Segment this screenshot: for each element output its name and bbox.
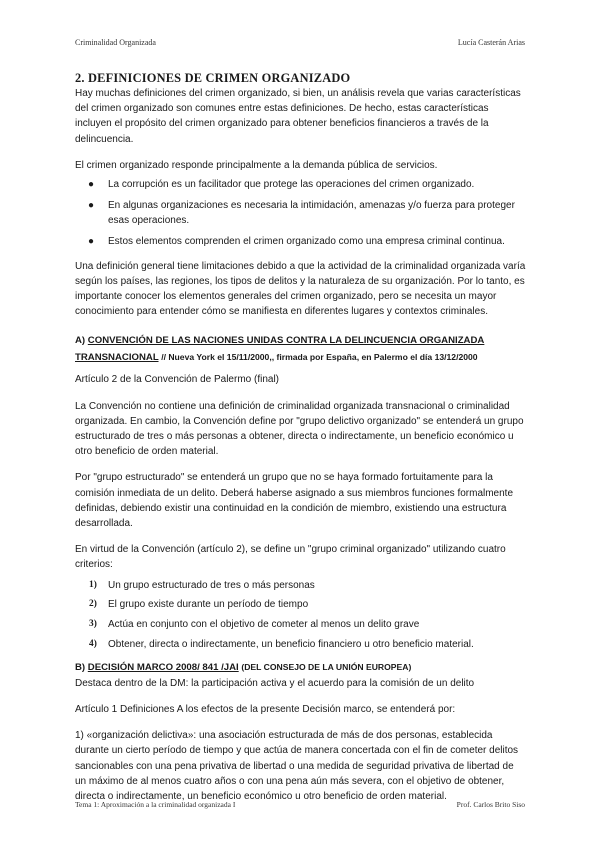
header-left: Criminalidad Organizada bbox=[75, 38, 156, 47]
footer-right: Prof. Carlos Brito Siso bbox=[456, 800, 525, 809]
part-a-article: Artículo 2 de la Convención de Palermo (final) bbox=[75, 374, 279, 386]
part-a-suffix: // Nueva York el 15/11/2000,, firmada por España, en Palermo el día 13/12/2000 bbox=[161, 352, 478, 363]
page-header bbox=[75, 38, 525, 47]
part-b-definition: 1) «organización delictiva»: una asociación estructurada de más de dos personas, establecida durante un cierto período de tiempo y que actúa de manera concertada con el fin de cometer delitos sancionables con una pena privativa de libertad o una medida de seguridad privativa de libertad de un máximo de al menos cuatro años o con una pena aún más severa, con el objetivo de obtener, directa o indirectamente, un beneficio económico u otro beneficio de orden material. bbox=[75, 730, 519, 803]
part-b-suffix: (DEL CONSEJO DE LA UNIÓN EUROPEA) bbox=[241, 661, 412, 672]
part-a-paragraph-3: En virtud de la Convención (artículo 2), se define un "grupo criminal organizado" utilizando cuatro criterios: bbox=[75, 544, 506, 571]
part-a-heading: A) CONVENCIÓN DE LAS NACIONES UNIDAS CONTRA LA DELINCUENCIA ORGANIZADA TRANSNACIONAL // Nueva York el 15/11/2000,, firmada por España, en Palermo el día 13/12/2000 bbox=[75, 335, 485, 364]
demand-paragraph: El crimen organizado responde principalmente a la demanda pública de servicios. bbox=[75, 159, 438, 171]
list-item: 3) Actúa en conjunto con el objetivo de cometer al menos un delito grave bbox=[89, 619, 420, 631]
bullet-icon: ● bbox=[88, 235, 95, 247]
list-item: ● Estos elementos comprenden el crimen organizado como una empresa criminal continua. bbox=[75, 234, 527, 249]
section-title: 2. DEFINICIONES DE CRIMEN ORGANIZADO bbox=[75, 71, 351, 85]
part-a-paragraph-2: Por "grupo estructurado" se entenderá un grupo que no se haya formado fortuitamente para la comisión inmediata de un delito. Deberá haberse asignado a sus miembros funciones formalmente definidas, debiendo existir una continuidad en la condición de miembro, existiendo una estructura desarrollada. bbox=[75, 472, 514, 530]
document-body bbox=[75, 71, 527, 804]
list-item: ● En algunas organizaciones es necesaria la intimidación, amenazas y/o fuerza para proteger esas operaciones. bbox=[88, 199, 515, 227]
page-footer bbox=[75, 800, 525, 809]
general-paragraph: Una definición general tiene limitaciones debido a que la actividad de la criminalidad organizada varía según los países, las regiones, los tipos de delitos y la naturaleza de su organización. Por lo tanto, es importante conocer los elementos generales del crimen organizado, pero se necesita un mayor conocimiento para entender cómo se manifiesta en diferentes lugares y contextos criminales. bbox=[75, 260, 526, 318]
list-item: 4) Obtener, directa o indirectamente, un beneficio financiero u otro beneficio material. bbox=[89, 639, 474, 651]
part-b-heading: B) DECISIÓN MARCO 2008/ 841 /JAI (DEL CONSEJO DE LA UNIÓN EUROPEA) bbox=[75, 661, 412, 673]
part-b-title: DECISIÓN MARCO 2008/ 841 /JAI bbox=[87, 661, 239, 673]
characteristics-list bbox=[75, 177, 527, 249]
part-a-title: CONVENCIÓN DE LAS NACIONES UNIDAS CONTRA LA DELINCUENCIA ORGANIZADA TRANSNACIONAL bbox=[75, 335, 485, 364]
footer-left: Tema 1: Aproximación a la criminalidad organizada I bbox=[75, 800, 236, 809]
part-b-highlight: Destaca dentro de la DM: la participación activa y el acuerdo para la comisión de un delito bbox=[75, 677, 475, 689]
part-b-article: Artículo 1 Definiciones A los efectos de la presente Decisión marco, se entenderá por: bbox=[75, 704, 456, 716]
criteria-list bbox=[75, 578, 527, 653]
list-item: ● La corrupción es un facilitador que protege las operaciones del crimen organizado. bbox=[75, 177, 527, 192]
part-a-paragraph-1: La Convención no contiene una definición de criminalidad organizada transnacional o criminalidad organizada. En cambio, la Convención define por "grupo delictivo organizado" se entenderá un grupo estructurado de tres o más personas a obtener, directa o indirectamente, un beneficio económico u otro beneficio de orden material. bbox=[75, 400, 524, 458]
list-item: 1) Un grupo estructurado de tres o más personas bbox=[89, 579, 315, 591]
list-item: 2) El grupo existe durante un período de tiempo bbox=[89, 599, 309, 611]
intro-paragraph: Hay muchas definiciones del crimen organizado, si bien, un análisis revela que varias características del crimen organizado son comunes entre estas definiciones. De hecho, estas características incluyen el propósito del crimen organizado para obtener beneficios financieros a través de la delincuencia. bbox=[75, 88, 521, 145]
bullet-icon: ● bbox=[88, 199, 95, 211]
bullet-icon: ● bbox=[88, 179, 95, 191]
header-right: Lucía Casterán Arias bbox=[457, 38, 525, 47]
